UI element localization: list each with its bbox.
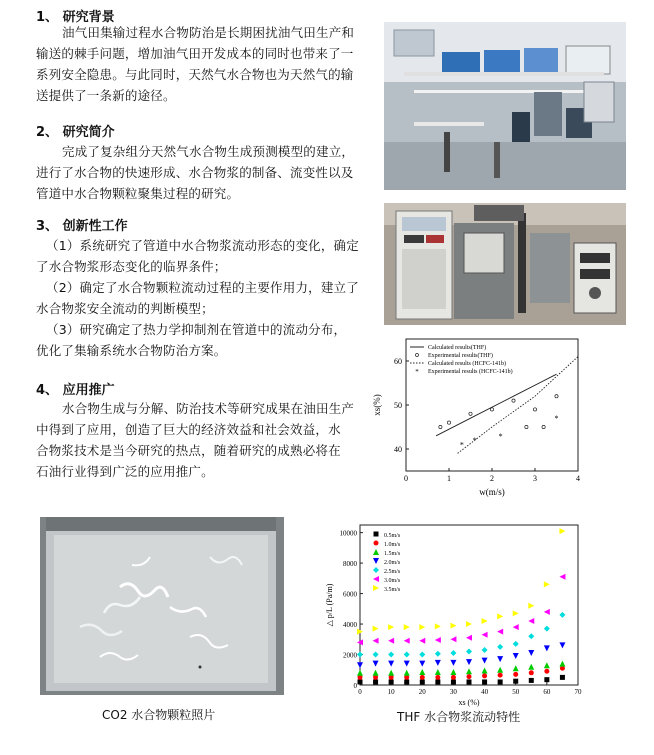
chart2-data-point <box>373 638 379 644</box>
chart1-data-point <box>533 408 536 411</box>
chart2-data-point <box>450 636 456 642</box>
paragraph-innovation <box>36 235 381 361</box>
chart2-data-point <box>451 675 456 680</box>
chart2-legend-entry: 1.0m/s <box>384 542 401 548</box>
chart2-data-point <box>404 661 410 667</box>
chart2-data-point <box>404 670 410 676</box>
chart2-legend-entry: 1.5m/s <box>384 551 401 557</box>
chart2-data-point <box>373 626 379 632</box>
chart2-data-point <box>482 668 488 674</box>
caption-chart: THF 水合物浆流动特性 <box>397 710 521 724</box>
chart2-data-point <box>388 624 394 630</box>
text-line: 系列安全隐患。与此同时，天然气水合物也为天然气的输 <box>36 67 354 82</box>
chart1-legend-entry: Calculated results (HCFC-141b) <box>428 361 506 367</box>
chart2-data-point <box>497 644 503 650</box>
chart1-y-tick-label: 50 <box>394 401 402 410</box>
heading-application: 4、 应用推广 <box>36 383 115 398</box>
chart2-data-point <box>373 652 379 658</box>
chart1-legend-entry: Experimental results (HCFC-141b) <box>428 369 513 375</box>
chart2-data-point <box>529 670 534 675</box>
chart1-data-point <box>525 425 528 428</box>
heading-background: 1、 研究背景 <box>36 10 115 25</box>
chart2-data-point <box>497 613 503 619</box>
chart2-legend-entry: 0.5m/s <box>384 533 401 539</box>
chart2-data-point <box>419 652 425 658</box>
chart1-series-line <box>436 374 556 436</box>
chart1-legend-entry: Calculated results(THF) <box>428 345 487 351</box>
chart2-data-point <box>419 661 425 667</box>
chart-concentration-velocity <box>368 333 590 503</box>
chart2-legend-entry: 3.0m/s <box>384 578 401 584</box>
chart2-legend-entry: 3.5m/s <box>384 587 401 593</box>
chart2-data-point <box>388 670 394 676</box>
chart2-data-point <box>404 652 410 658</box>
chart1-y-tick-label: 60 <box>394 357 402 366</box>
chart2-legend-marker <box>374 541 379 546</box>
chart2-data-point <box>389 679 394 684</box>
apparatus-photo <box>384 203 626 325</box>
text-line: 管道中水合物颗粒聚集过程的研究。 <box>36 186 240 201</box>
chart2-y-tick-label: 6000 <box>343 590 357 599</box>
chart2-data-point <box>513 641 519 647</box>
chart2-data-point <box>450 650 456 656</box>
chart2-data-point <box>559 642 565 648</box>
chart2-data-point <box>559 661 565 667</box>
chart2-data-point <box>467 679 472 684</box>
chart2-data-point <box>482 632 488 638</box>
chart2-data-point <box>357 670 363 676</box>
chart2-legend-entry: 2.5m/s <box>384 569 401 575</box>
chart2-data-point <box>420 675 425 680</box>
chart1-x-tick-label: 0 <box>404 474 408 483</box>
chart2-legend-marker <box>373 576 379 582</box>
chart1-data-point <box>469 412 472 415</box>
text-line: （2）确定了水合物颗粒流动过程的主要作用力，建立了 <box>46 280 359 295</box>
chart2-data-point <box>373 679 378 684</box>
text-line: 中得到了应用，创造了巨大的经济效益和社会效益，水 <box>36 422 341 437</box>
chart1-data-point: * <box>554 414 559 424</box>
chart2-data-point <box>513 624 519 630</box>
chart2-data-point <box>451 679 456 684</box>
chart2-data-point <box>513 665 519 671</box>
text-line: 进行了水合物的快速形成、水合物浆的制备、流变性以及 <box>36 165 354 180</box>
chart2-data-point <box>513 610 519 616</box>
chart2-data-point <box>513 679 518 684</box>
chart2-y-tick-label: 2000 <box>343 651 357 660</box>
text-line: 送提供了一条新的途径。 <box>36 88 176 103</box>
chart1-svg <box>368 333 590 503</box>
chart2-data-point <box>388 652 394 658</box>
chart1-legend-entry: Experimental results(THF) <box>428 353 493 359</box>
chart2-data-point <box>528 650 534 656</box>
chart2-legend-marker <box>374 532 379 537</box>
lab-room-photo <box>384 22 626 190</box>
chart2-data-point <box>528 618 534 624</box>
chart2-y-tick-label: 8000 <box>343 560 357 569</box>
chart1-x-tick-label: 2 <box>490 474 494 483</box>
chart2-x-axis-label: xs (%) <box>458 698 480 707</box>
chart2-x-tick-label: 20 <box>418 688 426 696</box>
chart1-x-axis-label: w(m/s) <box>479 487 505 497</box>
paragraph-introduction <box>36 141 381 204</box>
chart2-legend-marker <box>373 558 379 564</box>
chart2-data-point <box>497 629 503 635</box>
chart2-data-point <box>544 645 550 651</box>
chart2-data-point <box>482 679 487 684</box>
chart2-data-point <box>528 633 534 639</box>
chart2-x-tick-label: 40 <box>481 688 489 696</box>
chart2-legend-marker <box>373 567 379 573</box>
chart1-data-point <box>555 395 558 398</box>
chart1-data-point: * <box>472 436 477 446</box>
chart2-data-point <box>373 661 379 667</box>
chart2-y-tick-label: 0 <box>353 682 357 690</box>
chart1-data-point: * <box>498 431 503 441</box>
chart2-data-point <box>560 675 565 680</box>
chart1-legend-marker <box>416 354 419 357</box>
chart1-x-tick-label: 4 <box>576 474 580 483</box>
text-line: 水合物浆安全流动的判断模型； <box>36 301 214 316</box>
chart2-data-point <box>466 635 472 641</box>
chart2-data-point <box>388 638 394 644</box>
chart2-data-point <box>435 669 441 675</box>
chart2-data-point <box>482 618 488 624</box>
chart2-data-point <box>544 609 550 615</box>
chart2-data-point <box>388 661 394 667</box>
chart2-data-point <box>497 656 503 662</box>
chart2-data-point <box>528 664 534 670</box>
chart2-data-point <box>435 675 440 680</box>
co2-hydrate-photo <box>40 517 284 695</box>
chart2-data-point <box>513 672 518 677</box>
chart2-y-tick-label: 10000 <box>339 529 357 538</box>
chart2-legend-entry: 2.0m/s <box>384 560 401 566</box>
chart2-data-point <box>404 624 410 630</box>
chart1-x-tick-label: 1 <box>447 474 451 483</box>
chart1-data-point <box>512 399 515 402</box>
text-line: 输送的棘手问题，增加油气田开发成本的同时也带来了一 <box>36 46 354 61</box>
chart2-data-point <box>498 673 503 678</box>
chart2-data-point <box>559 528 565 534</box>
chart2-data-point <box>559 612 565 618</box>
caption-co2-photo: CO2 水合物颗粒照片 <box>102 708 216 722</box>
chart1-legend-marker: * <box>415 368 419 376</box>
chart2-data-point <box>528 603 534 609</box>
chart1-x-tick-label: 3 <box>533 474 537 483</box>
chart2-data-point <box>357 662 363 668</box>
chart2-x-tick-label: 30 <box>449 688 457 696</box>
heading-introduction: 2、 研究简介 <box>36 125 115 140</box>
chart2-data-point <box>482 658 488 664</box>
chart1-y-axis-label: xs(%) <box>372 394 382 416</box>
chart2-data-point <box>450 669 456 675</box>
text-line: （1）系统研究了管道中水合物浆流动形态的变化，确定 <box>46 238 359 253</box>
chart2-x-tick-label: 50 <box>512 688 520 696</box>
paragraph-application <box>36 398 381 482</box>
chart2-data-point <box>419 624 425 630</box>
chart2-y-axis-label: △ p/L (Pa/m) <box>325 583 334 627</box>
chart2-data-point <box>420 679 425 684</box>
text-line: 完成了复杂组分天然气水合物生成预测模型的建立， <box>62 144 355 159</box>
paragraph-background <box>36 22 381 106</box>
chart1-data-point: * <box>459 440 464 450</box>
chart2-data-point <box>529 678 534 683</box>
text-line: 了水合物浆形态变化的临界条件； <box>36 259 227 274</box>
chart2-data-point <box>450 660 456 666</box>
chart2-data-point <box>466 659 472 665</box>
text-line: 水合物生成与分解、防治技术等研究成果在油田生产 <box>62 401 355 416</box>
chart2-data-point <box>358 679 363 684</box>
chart2-data-point <box>467 674 472 679</box>
chart2-data-point <box>497 667 503 673</box>
chart2-data-point <box>482 673 487 678</box>
chart1-data-point <box>542 425 545 428</box>
chart1-data-point <box>490 408 493 411</box>
chart2-data-point <box>544 677 549 682</box>
text-line: 油气田集输过程水合物防治是长期困扰油气田生产和 <box>62 25 355 40</box>
chart2-legend-marker <box>373 549 379 555</box>
chart2-data-point <box>357 652 363 658</box>
chart2-x-tick-label: 0 <box>358 688 362 696</box>
chart2-data-point <box>544 626 550 632</box>
chart2-data-point <box>404 679 409 684</box>
chart2-x-tick-label: 60 <box>543 688 551 696</box>
chart2-svg <box>322 521 584 711</box>
chart2-x-tick-label: 10 <box>387 688 395 696</box>
chart2-data-point <box>482 647 488 653</box>
chart2-data-point <box>435 623 441 629</box>
chart1-data-point <box>439 425 442 428</box>
chart2-data-point <box>513 653 519 659</box>
chart2-data-point <box>450 623 456 629</box>
chart2-data-point <box>498 679 503 684</box>
chart2-y-tick-label: 4000 <box>343 621 357 630</box>
text-line: 合物浆技术是当今研究的热点，随着研究的成熟必将在 <box>36 443 341 458</box>
chart2-data-point <box>435 660 441 666</box>
text-line: 优化了集输系统水合物防治方案。 <box>36 343 227 358</box>
chart2-data-point <box>466 668 472 674</box>
chart2-data-point <box>419 638 425 644</box>
chart2-x-tick-label: 70 <box>574 688 582 696</box>
chart1-y-tick-label: 40 <box>394 445 402 454</box>
chart2-data-point <box>404 638 410 644</box>
chart2-data-point <box>435 651 441 657</box>
chart1-data-point <box>447 421 450 424</box>
text-line: 石油行业得到广泛的应用推广。 <box>36 464 214 479</box>
text-line: （3）研究确定了热力学抑制剂在管道中的流动分布， <box>46 322 347 337</box>
chart2-data-point <box>544 581 550 587</box>
chart2-data-point <box>373 670 379 676</box>
chart2-data-point <box>544 669 549 674</box>
chart-pressure-drop <box>322 521 584 711</box>
chart2-data-point <box>435 679 440 684</box>
chart2-legend-marker <box>373 585 379 591</box>
chart2-data-point <box>466 621 472 627</box>
heading-innovation: 3、 创新性工作 <box>36 219 128 234</box>
chart2-data-point <box>559 574 565 580</box>
chart2-data-point <box>435 637 441 643</box>
chart2-data-point <box>419 669 425 675</box>
chart2-data-point <box>544 662 550 668</box>
chart2-data-point <box>466 648 472 654</box>
